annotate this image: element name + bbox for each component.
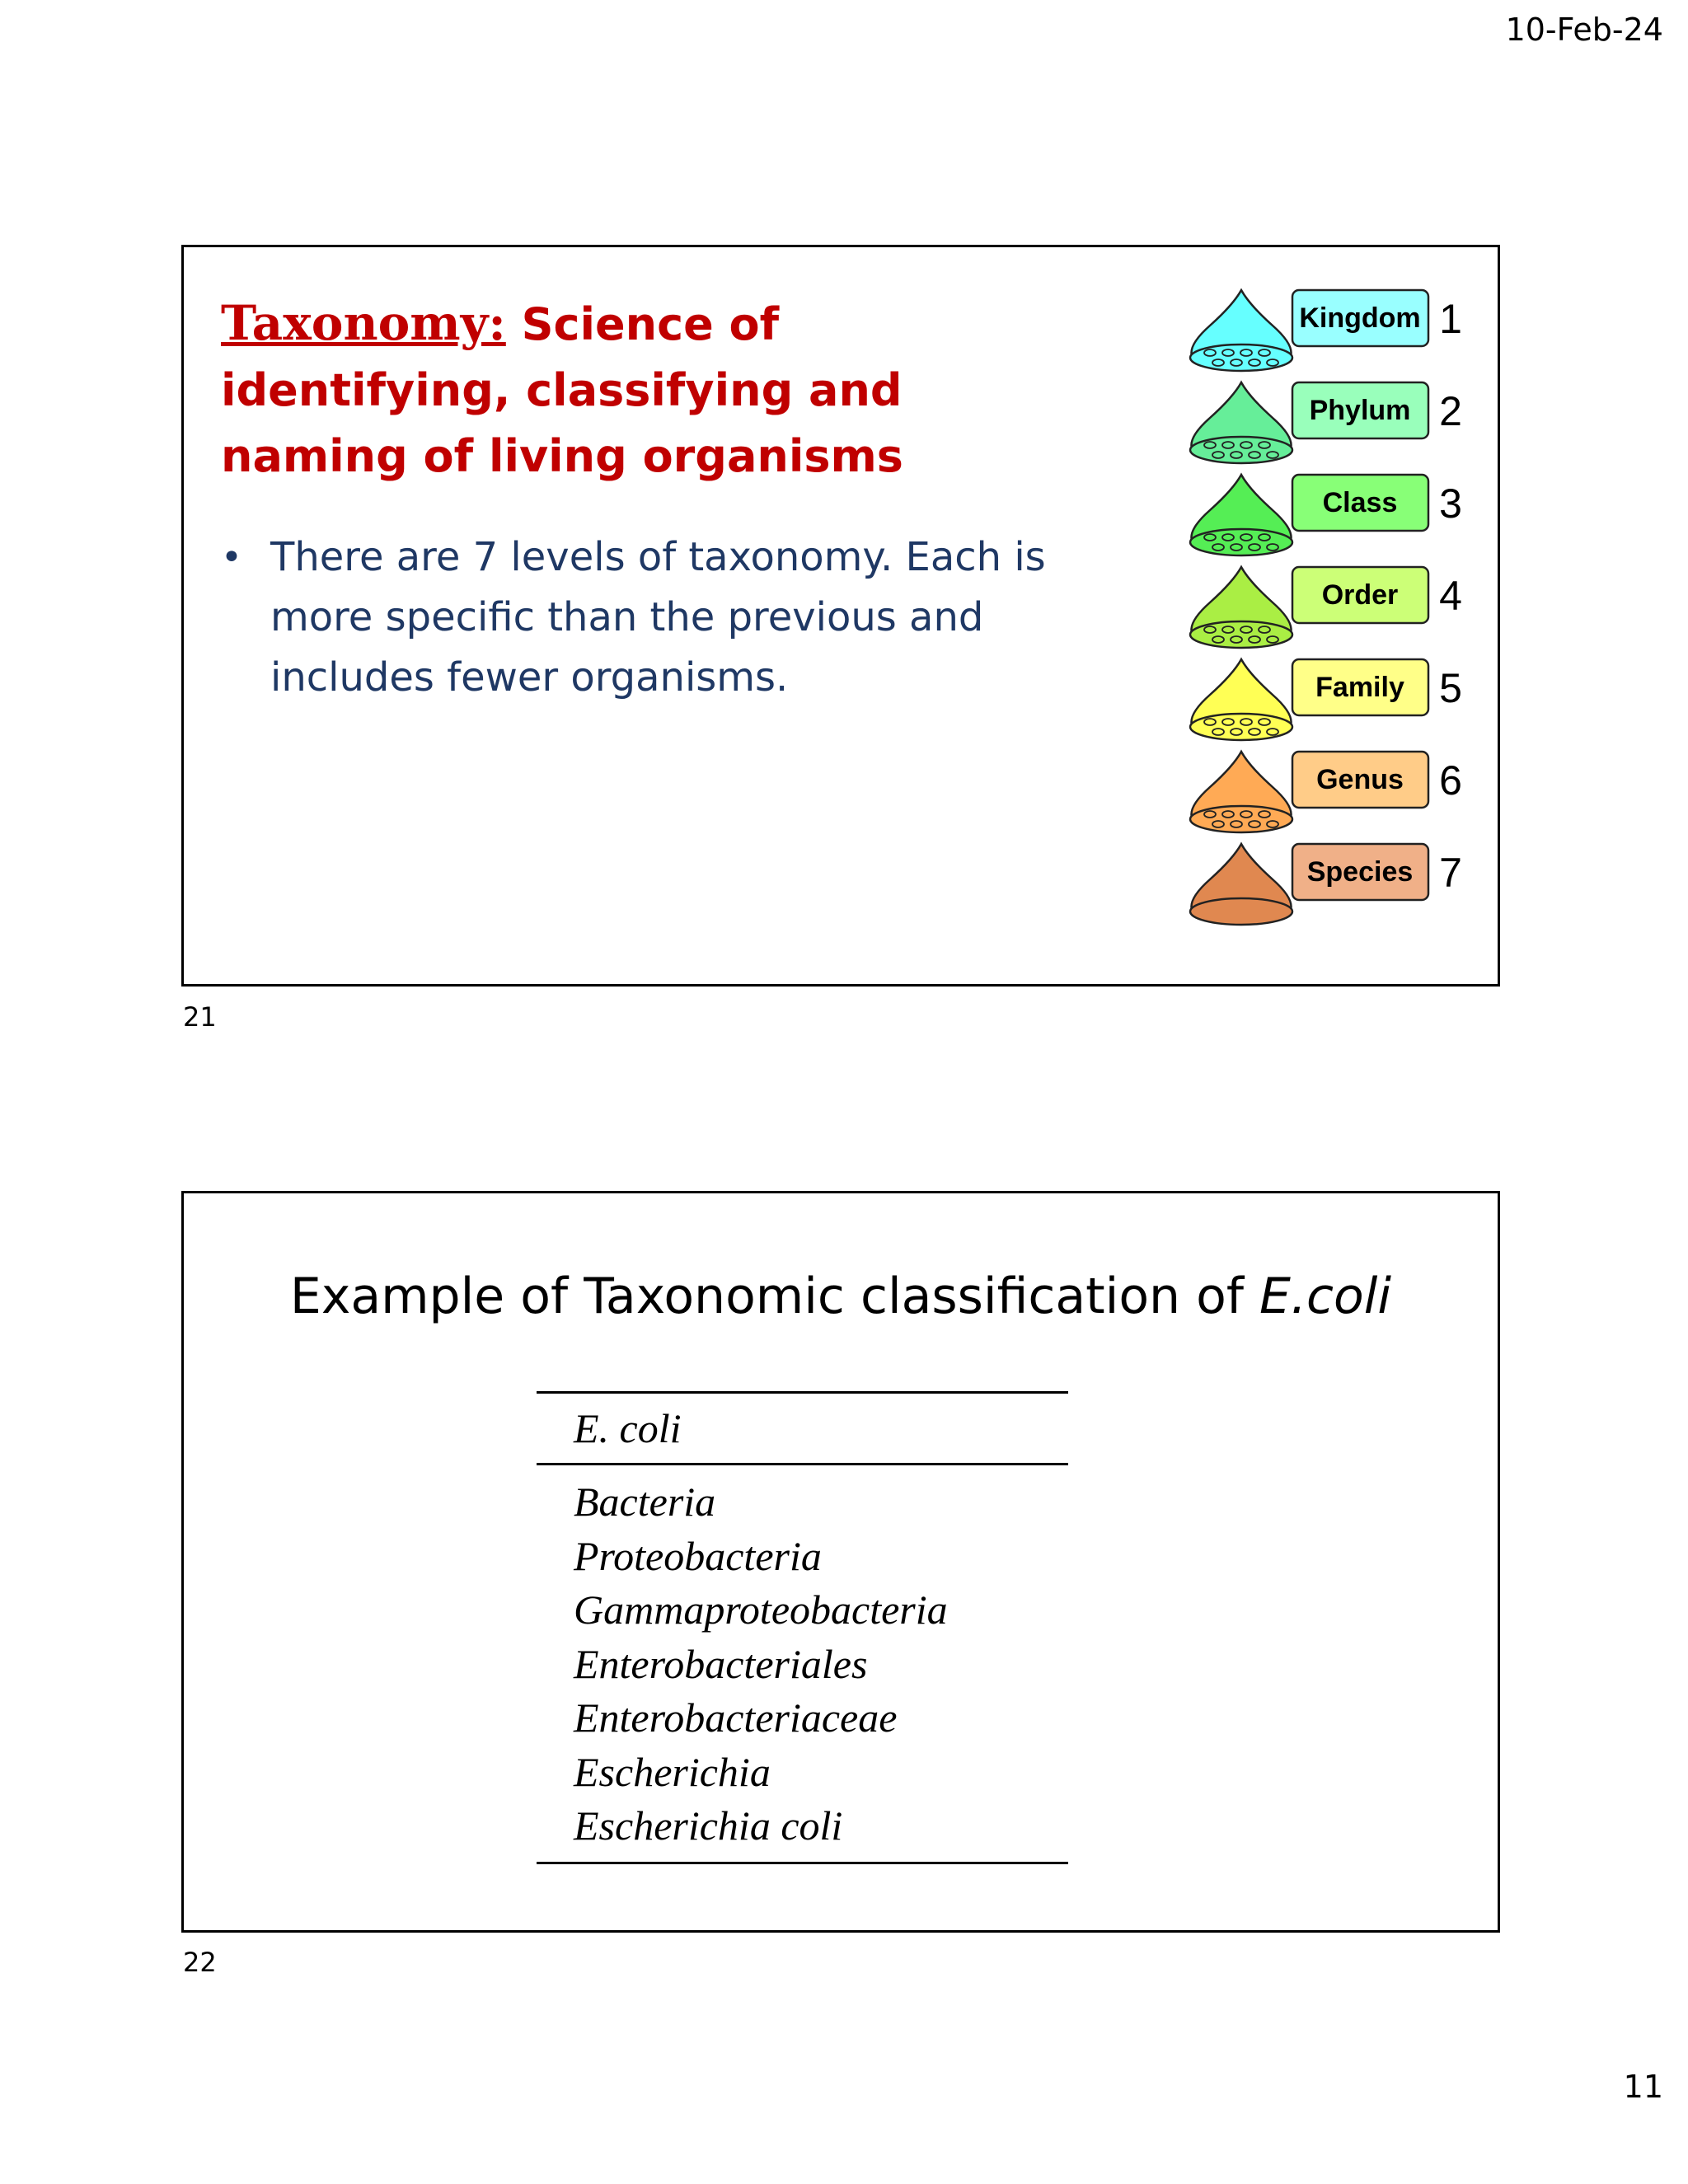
bell-base xyxy=(1190,529,1292,555)
level-label: Order xyxy=(1321,579,1399,611)
level-label: Kingdom xyxy=(1299,302,1421,334)
example-title-text: Example of Taxonomic classification of xyxy=(289,1268,1260,1325)
level-number: 5 xyxy=(1439,665,1462,711)
level-species xyxy=(1190,844,1462,925)
slide-number: 21 xyxy=(183,1001,217,1033)
bullet-icon: • xyxy=(221,537,242,579)
level-class xyxy=(1190,475,1462,555)
bell-base xyxy=(1190,806,1292,832)
level-number: 3 xyxy=(1439,480,1462,527)
table-header: E. coli xyxy=(574,1405,682,1451)
level-genus xyxy=(1190,752,1462,832)
level-label: Phylum xyxy=(1309,395,1411,426)
table-row: Escherichia coli xyxy=(574,1802,843,1849)
level-label: Species xyxy=(1306,856,1414,888)
taxonomy-term: Taxonomy: xyxy=(221,295,506,351)
level-number: 4 xyxy=(1439,573,1462,619)
table-row: Escherichia xyxy=(574,1748,771,1795)
slide-21 xyxy=(181,245,1500,987)
slide-number: 22 xyxy=(183,1947,217,1978)
table-row: Enterobacteriales xyxy=(574,1640,868,1687)
table-row: Gammaproteobacteria xyxy=(574,1586,948,1633)
level-phylum xyxy=(1190,382,1462,463)
bullet-item xyxy=(221,527,1103,708)
level-order xyxy=(1190,567,1462,648)
level-kingdom xyxy=(1190,290,1462,371)
classification-table xyxy=(537,1391,1068,1864)
level-number: 1 xyxy=(1439,296,1462,342)
table-body xyxy=(537,1465,1068,1862)
level-label: Genus xyxy=(1316,764,1404,795)
bell-base xyxy=(1190,621,1292,648)
bullet-text: There are 7 levels of taxonomy. Each is more specific than the previous and includes fewer organisms. xyxy=(270,534,1046,701)
level-number: 6 xyxy=(1439,757,1462,804)
slide-22 xyxy=(181,1191,1500,1933)
example-title-organism: E.coli xyxy=(1259,1268,1392,1325)
bell-base xyxy=(1190,898,1292,925)
bell-base xyxy=(1190,714,1292,740)
taxonomy-heading xyxy=(221,290,1078,490)
header-date: 10-Feb-24 xyxy=(1505,12,1663,48)
example-title xyxy=(184,1268,1498,1325)
level-number: 2 xyxy=(1439,388,1462,434)
table-row: Proteobacteria xyxy=(574,1532,822,1579)
table-row: Enterobacteriaceae xyxy=(574,1694,898,1741)
taxonomy-definition: Science of identifying, classifying and naming of living organisms xyxy=(221,298,903,482)
bell-base xyxy=(1190,344,1292,371)
level-label: Family xyxy=(1315,672,1404,703)
bell-base xyxy=(1190,437,1292,463)
table-row: Bacteria xyxy=(574,1479,716,1525)
level-family xyxy=(1190,659,1462,740)
table-bottom-rule xyxy=(537,1862,1068,1864)
level-label: Class xyxy=(1322,487,1398,518)
taxonomy-levels-diagram xyxy=(1185,288,1482,948)
page-number: 11 xyxy=(1623,2069,1663,2105)
level-number: 7 xyxy=(1439,850,1462,896)
